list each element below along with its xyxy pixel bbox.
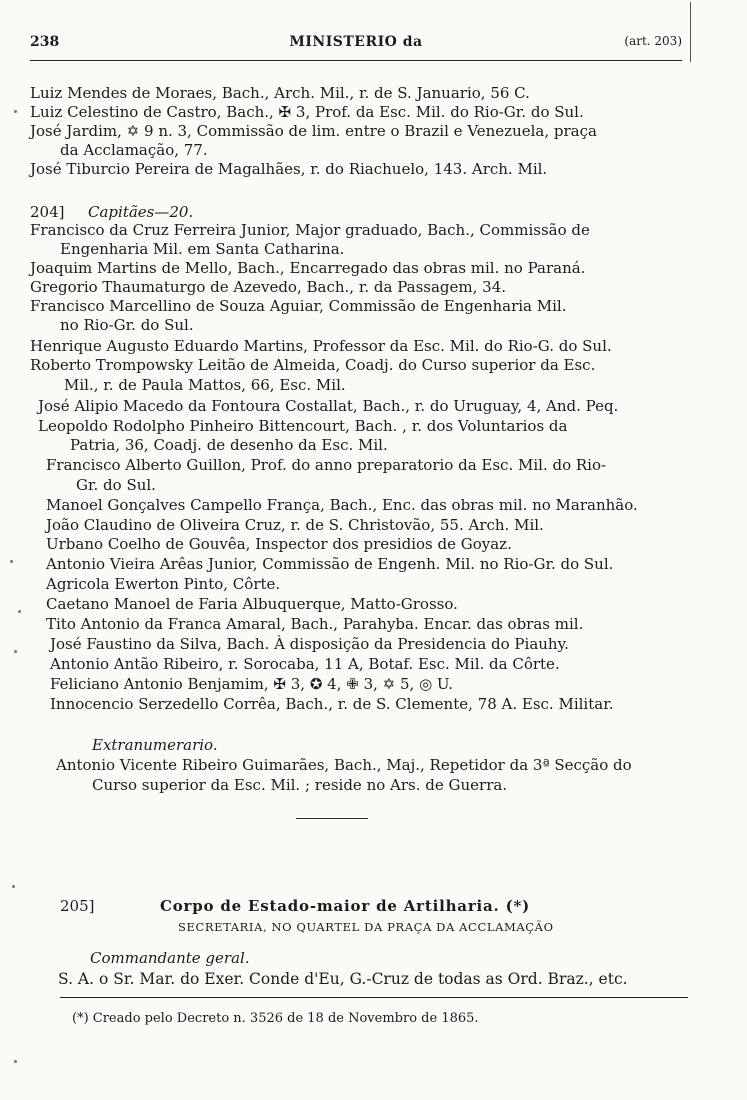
subsection-heading: Commandante geral. bbox=[90, 949, 250, 967]
entry-line: Tito Antonio da Franca Amaral, Bach., Parahyba. Encar. das obras mil. bbox=[46, 615, 584, 633]
entry-line: José Tiburcio Pereira de Magalhães, r. do Riachuelo, 143. Arch. Mil. bbox=[30, 160, 548, 178]
entry-line: Luiz Celestino de Castro, Bach., ✠ 3, Prof. da Esc. Mil. do Rio-Gr. do Sul. bbox=[30, 103, 584, 121]
page-number: 238 bbox=[30, 34, 60, 50]
entry-line: da Acclamação, 77. bbox=[60, 141, 208, 159]
entry-line: Roberto Trompowsky Leitão de Almeida, Coadj. do Curso superior da Esc. bbox=[30, 356, 596, 374]
section-number: 204] bbox=[30, 203, 65, 221]
entry-line: Francisco Alberto Guillon, Prof. do anno preparatorio da Esc. Mil. do Rio- bbox=[46, 456, 607, 474]
entry-line: Francisco Marcellino de Souza Aguiar, Commissão de Engenharia Mil. bbox=[30, 297, 567, 315]
entry-line: Patria, 36, Coadj. de desenho da Esc. Mil. bbox=[70, 436, 388, 454]
entry-line: João Claudino de Oliveira Cruz, r. de S. Christovão, 55. Arch. Mil. bbox=[46, 516, 544, 534]
subsection-heading: Extranumerario. bbox=[92, 736, 218, 754]
section-title: Corpo de Estado-maior de Artilharia. (*) bbox=[160, 897, 531, 915]
margin-mark bbox=[14, 650, 17, 653]
entry-line: Gr. do Sul. bbox=[76, 476, 156, 494]
margin-mark bbox=[14, 110, 17, 113]
entry-line: Leopoldo Rodolpho Pinheiro Bittencourt, Bach. , r. dos Voluntarios da bbox=[38, 417, 568, 435]
section-subtitle: SECRETARIA, NO QUARTEL DA PRAÇA DA ACCLAMAÇÃO bbox=[178, 920, 554, 934]
entry-line: Antonio Vicente Ribeiro Guimarães, Bach., Maj., Repetidor da 3ª Secção do bbox=[56, 756, 632, 774]
article-reference: (art. 203) bbox=[624, 34, 682, 48]
entry-line: Gregorio Thaumaturgo de Azevedo, Bach., r. da Passagem, 34. bbox=[30, 278, 507, 296]
entry-line: Curso superior da Esc. Mil. ; reside no Ars. de Guerra. bbox=[92, 776, 508, 794]
footnote: (*) Creado pelo Decreto n. 3526 de 18 de Novembro de 1865. bbox=[72, 1011, 479, 1026]
entry-line: Caetano Manoel de Faria Albuquerque, Matto-Grosso. bbox=[46, 595, 458, 613]
entry-line: Mil., r. de Paula Mattos, 66, Esc. Mil. bbox=[64, 376, 346, 394]
entry-line: Joaquim Martins de Mello, Bach., Encarregado das obras mil. no Paraná. bbox=[30, 259, 586, 277]
entry-line: Feliciano Antonio Benjamim, ✠ 3, ✪ 4, ✙ 3, ✡ 5, ◎ U. bbox=[50, 675, 453, 693]
page-header bbox=[30, 34, 682, 56]
section-number: 205] bbox=[60, 897, 95, 915]
entry-line: Henrique Augusto Eduardo Martins, Professor da Esc. Mil. do Rio-G. do Sul. bbox=[30, 337, 612, 355]
margin-mark bbox=[14, 1060, 17, 1063]
margin-mark bbox=[10, 560, 13, 563]
entry-line: S. A. o Sr. Mar. do Exer. Conde d'Eu, G.-Cruz de todas as Ord. Braz., etc. bbox=[58, 970, 628, 988]
entry-line: Luiz Mendes de Moraes, Bach., Arch. Mil., r. de S. Januario, 56 C. bbox=[30, 84, 530, 102]
header-rule bbox=[30, 60, 682, 61]
margin-line bbox=[690, 2, 691, 62]
entry-line: Agricola Ewerton Pinto, Côrte. bbox=[46, 575, 281, 593]
entry-line: no Rio-Gr. do Sul. bbox=[60, 316, 194, 334]
entry-line: José Faustino da Silva, Bach. À disposição da Presidencia do Piauhy. bbox=[50, 635, 569, 653]
margin-mark bbox=[12, 885, 15, 888]
running-title: MINISTERIO da bbox=[289, 34, 423, 50]
entry-line: José Jardim, ✡ 9 n. 3, Commissão de lim. entre o Brazil e Venezuela, praça bbox=[30, 122, 597, 140]
footnote-rule bbox=[60, 997, 688, 998]
entry-line: Engenharia Mil. em Santa Catharina. bbox=[60, 240, 345, 258]
entry-line: José Alipio Macedo da Fontoura Costallat, Bach., r. do Uruguay, 4, And. Peq. bbox=[38, 397, 619, 415]
entry-line: Francisco da Cruz Ferreira Junior, Major graduado, Bach., Commissão de bbox=[30, 221, 590, 239]
entry-line: Urbano Coelho de Gouvêa, Inspector dos presidios de Goyaz. bbox=[46, 535, 512, 553]
entry-line: Manoel Gonçalves Campello França, Bach., Enc. das obras mil. no Maranhão. bbox=[46, 496, 638, 514]
entry-line: Innocencio Serzedello Corrêa, Bach., r. de S. Clemente, 78 A. Esc. Militar. bbox=[50, 695, 614, 713]
section-title: Capitães—20. bbox=[88, 203, 194, 221]
margin-mark bbox=[18, 610, 21, 613]
entry-line: Antonio Vieira Arêas Junior, Commissão de Engenh. Mil. no Rio-Gr. do Sul. bbox=[46, 555, 614, 573]
section-separator bbox=[296, 818, 368, 819]
entry-line: Antonio Antão Ribeiro, r. Sorocaba, 11 A, Botaf. Esc. Mil. da Côrte. bbox=[50, 655, 560, 673]
